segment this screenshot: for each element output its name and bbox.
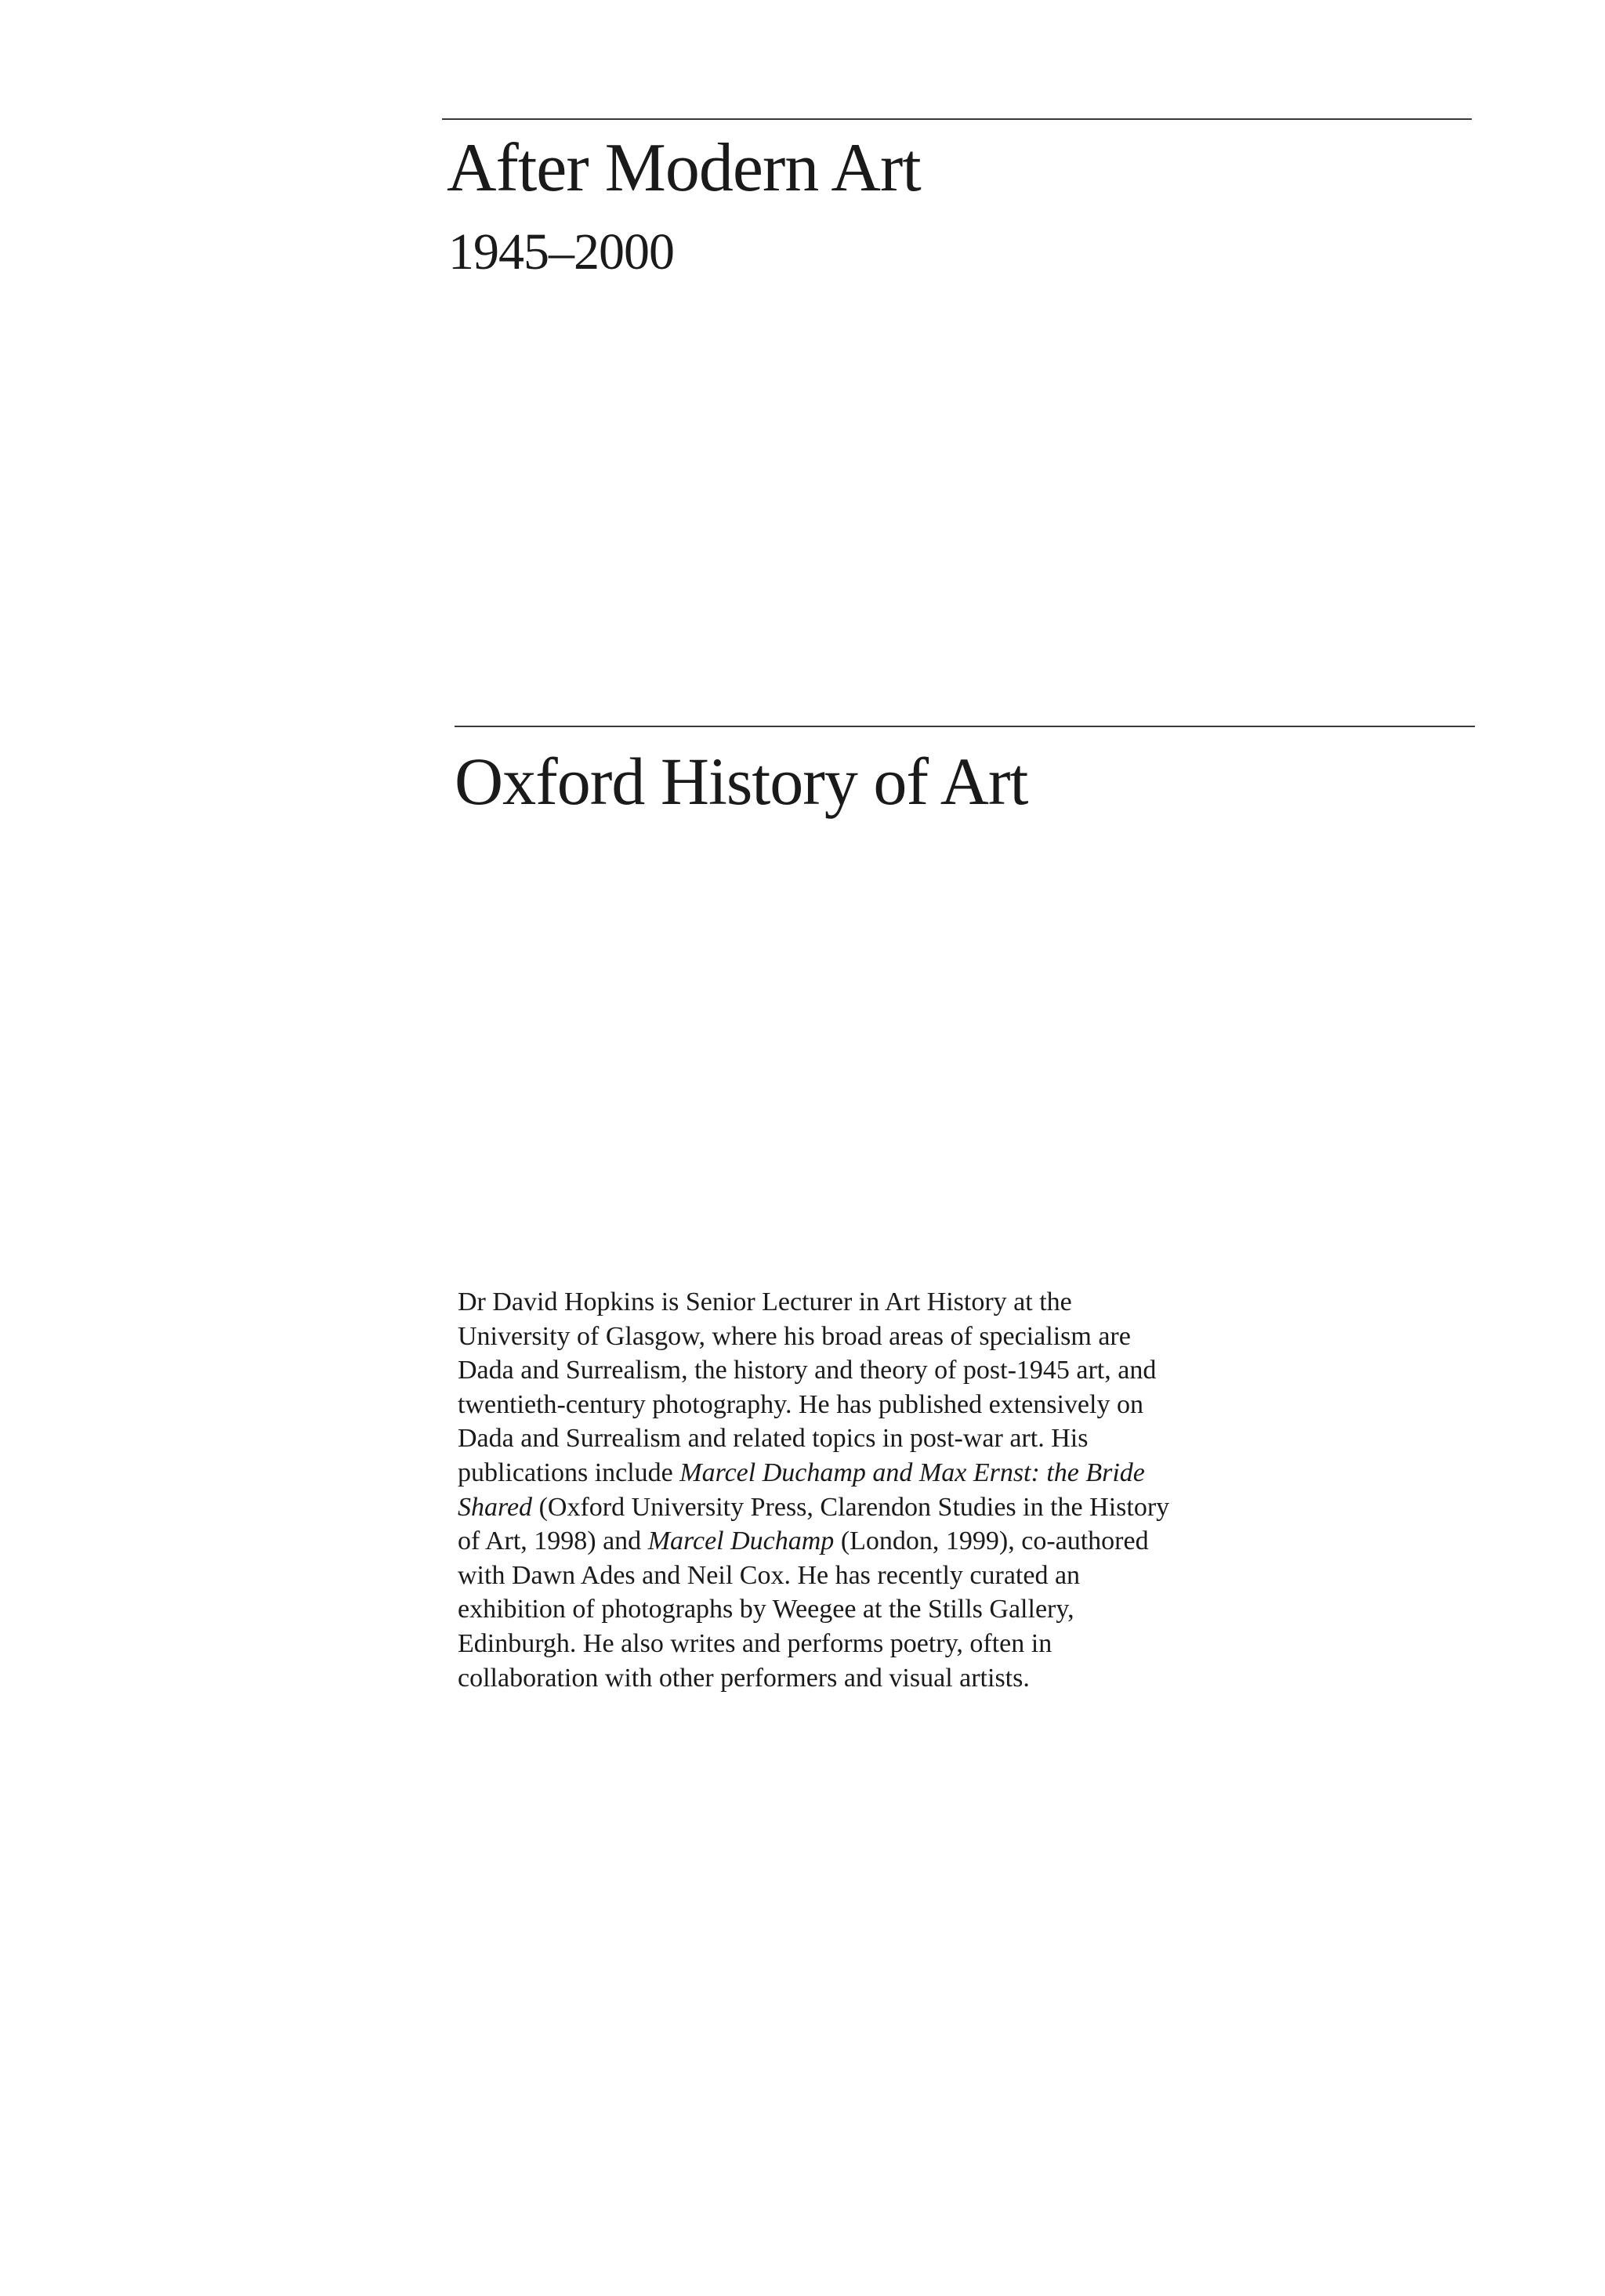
bio-text: (Oxford University Press, Clarendon Studies in the History xyxy=(532,1492,1170,1522)
bio-text: publications include xyxy=(458,1458,680,1487)
author-biography xyxy=(458,1285,1273,1695)
bio-line: Dada and Surrealism, the history and theory of post-1945 art, and xyxy=(458,1356,1157,1385)
book-dates: 1945–2000 xyxy=(448,223,674,281)
bio-line: twentieth-century photography. He has published extensively on xyxy=(458,1389,1143,1419)
bio-line: Dada and Surrealism and related topics in post-war art. His xyxy=(458,1424,1089,1454)
bio-text: (London, 1999), co-authored xyxy=(834,1526,1149,1556)
bio-line xyxy=(458,1456,1273,1490)
bio-line xyxy=(458,1524,1273,1559)
bio-line: with Dawn Ades and Neil Cox. He has recently curated an xyxy=(458,1560,1081,1590)
bio-line: Dr David Hopkins is Senior Lecturer in Art History at the xyxy=(458,1287,1072,1316)
bio-line: Edinburgh. He also writes and performs poetry, often in xyxy=(458,1628,1052,1658)
book-reference-italic: Marcel Duchamp xyxy=(647,1526,835,1556)
book-reference-italic: Marcel Duchamp and Max Ernst: the Bride xyxy=(679,1458,1145,1487)
bio-line: exhibition of photographs by Weegee at the Stills Gallery, xyxy=(458,1595,1074,1624)
series-title: Oxford History of Art xyxy=(455,744,1028,819)
book-reference-italic: Shared xyxy=(458,1492,533,1522)
bio-line: collaboration with other performers and visual artists. xyxy=(458,1663,1030,1693)
bio-line xyxy=(458,1490,1273,1525)
series-rule xyxy=(455,726,1475,727)
bio-text: of Art, 1998) and xyxy=(458,1526,648,1556)
top-rule xyxy=(442,118,1472,120)
bio-line: University of Glasgow, where his broad areas of specialism are xyxy=(458,1321,1131,1351)
book-title: After Modern Art xyxy=(447,130,921,206)
